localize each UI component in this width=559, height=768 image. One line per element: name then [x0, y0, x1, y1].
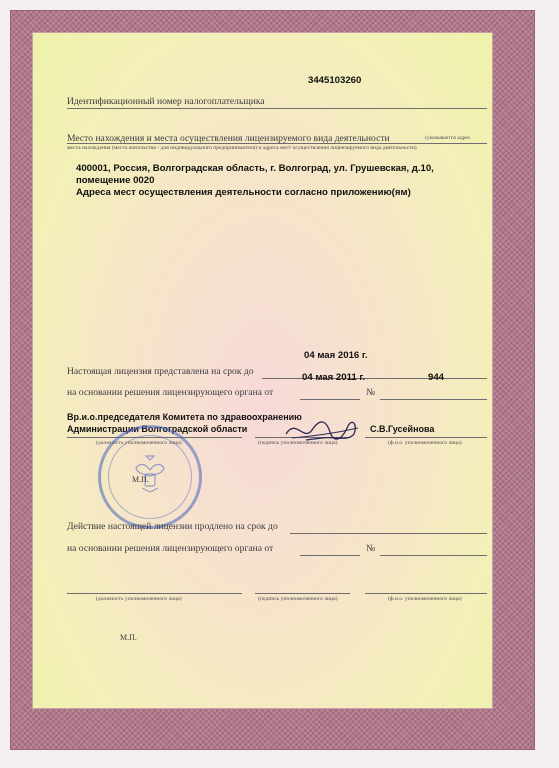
double-headed-eagle-icon	[128, 452, 172, 496]
divider	[290, 533, 487, 534]
divider	[380, 399, 487, 400]
divider	[67, 108, 487, 109]
caption-name: (ф.и.о. уполномоченного лица)	[388, 440, 462, 446]
caption2-name: (ф.и.о. уполномоченного лица)	[388, 596, 462, 602]
divider	[255, 593, 350, 594]
basis-number: 944	[428, 372, 445, 383]
signer-position-1: Вр.и.о.председателя Комитета по здравоохранению	[67, 412, 302, 422]
signature	[282, 412, 362, 448]
inn-label: Идентификационный номер налогоплательщика	[67, 96, 265, 107]
divider	[380, 555, 487, 556]
mp-label-2: М.П.	[120, 633, 137, 642]
signer-name: С.В.Гусейнова	[370, 424, 435, 434]
number-sign-2: №	[366, 543, 376, 554]
number-sign: №	[366, 387, 376, 398]
location-label: Место нахождения и места осуществления лицензируемого вида деятельности	[67, 133, 390, 144]
divider	[262, 378, 487, 379]
term-label: Настоящая лицензия представлена на срок до	[67, 366, 254, 377]
signer-position-2: Администрации Волгоградской области	[67, 424, 248, 434]
divider	[67, 593, 242, 594]
caption2-signature: (подпись уполномоченного лица)	[258, 596, 338, 602]
basis2-label: на основании решения лицензирующего органа от	[67, 543, 274, 554]
location-note-2: места нахождения (места жительства - для индивидуального предпринимателя) и адреса мест осуществления лицензируемого вида деятельности)	[67, 145, 417, 151]
caption2-position: (должность уполномоченного лица)	[96, 596, 182, 602]
inn-value: 3445103260	[308, 75, 362, 86]
divider	[365, 437, 487, 438]
location-note: (указывается адрес	[425, 135, 471, 141]
address-line-2: помещение 0020	[76, 175, 155, 186]
basis-label: на основании решения лицензирующего органа от	[67, 387, 274, 398]
address-line-3: Адреса мест осуществления деятельности согласно приложению(ям)	[76, 187, 411, 198]
divider	[365, 593, 487, 594]
caption-signature: (подпись уполномоченного лица)	[258, 440, 338, 446]
divider	[300, 399, 360, 400]
extend-label: Действие настоящей лицензии продлено на срок до	[67, 521, 278, 532]
basis-date: 04 мая 2011 г.	[302, 372, 366, 383]
divider	[67, 143, 487, 144]
divider	[300, 555, 360, 556]
mp-label: М.П.	[132, 475, 149, 484]
caption-position: (должность уполномоченного лица)	[96, 440, 182, 446]
address-line-1: 400001, Россия, Волгоградская область, г. Волгоград, ул. Грушевская, д.10,	[76, 163, 434, 174]
term-value: 04 мая 2016 г.	[304, 350, 368, 361]
